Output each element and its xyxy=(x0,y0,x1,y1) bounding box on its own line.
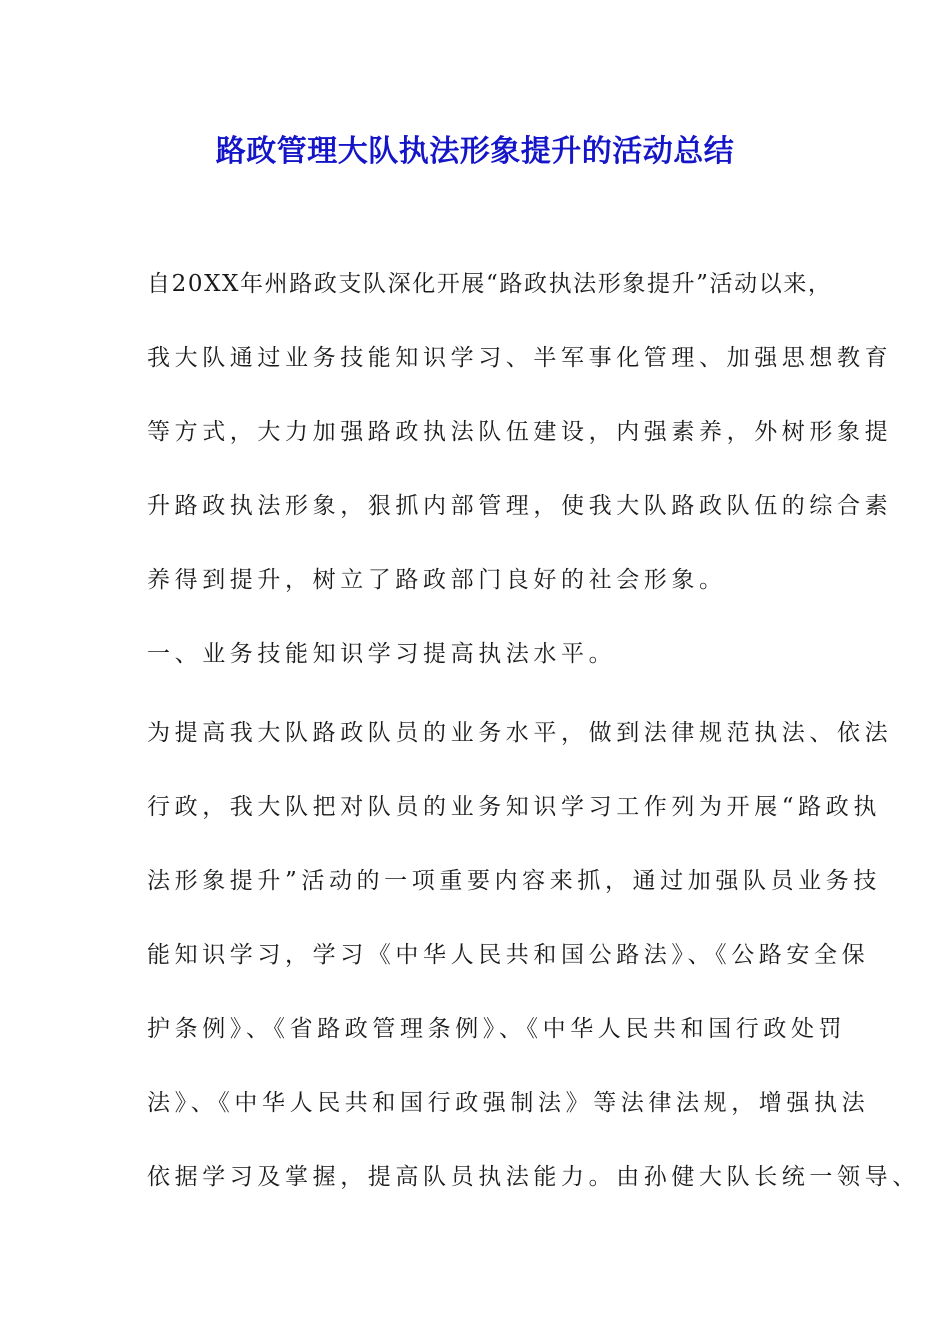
paragraph-line: 升路政执法形象，狠抓内部管理，使我大队路政队伍的综合素 xyxy=(147,493,893,519)
paragraph-line: 行政，我大队把对队员的业务知识学习工作列为开展“路政执 xyxy=(147,794,881,820)
paragraph-line: 养得到提升，树立了路政部门良好的社会形象。 xyxy=(147,567,727,593)
paragraph-line: 自20XX年州路政支队深化开展“路政执法形象提升”活动以来， xyxy=(147,271,833,297)
document-title: 路政管理大队执法形象提升的活动总结 xyxy=(215,134,735,169)
section-heading: 一、业务技能知识学习提高执法水平。 xyxy=(147,641,617,667)
paragraph-line: 护条例》、《省路政管理条例》、《中华人民共和国行政处罚 xyxy=(147,1016,847,1042)
paragraph-line: 法》、《中华人民共和国行政强制法》等法律法规，增强执法 xyxy=(147,1090,870,1116)
paragraph-line: 能知识学习，学习《中华人民共和国公路法》、《公路安全保 xyxy=(147,942,870,968)
paragraph-line: 等方式，大力加强路政执法队伍建设，内强素养，外树形象提 xyxy=(147,419,893,445)
paragraph-line: 依据学习及掌握，提高队员执法能力。由孙健大队长统一领导、 xyxy=(147,1164,920,1190)
paragraph-line: 法形象提升”活动的一项重要内容来抓，通过加强队员业务技 xyxy=(147,868,881,894)
paragraph-line: 为提高我大队路政队员的业务水平，做到法律规范执法、依法 xyxy=(147,720,893,746)
paragraph-line: 我大队通过业务技能知识学习、半军事化管理、加强思想教育 xyxy=(147,345,893,371)
